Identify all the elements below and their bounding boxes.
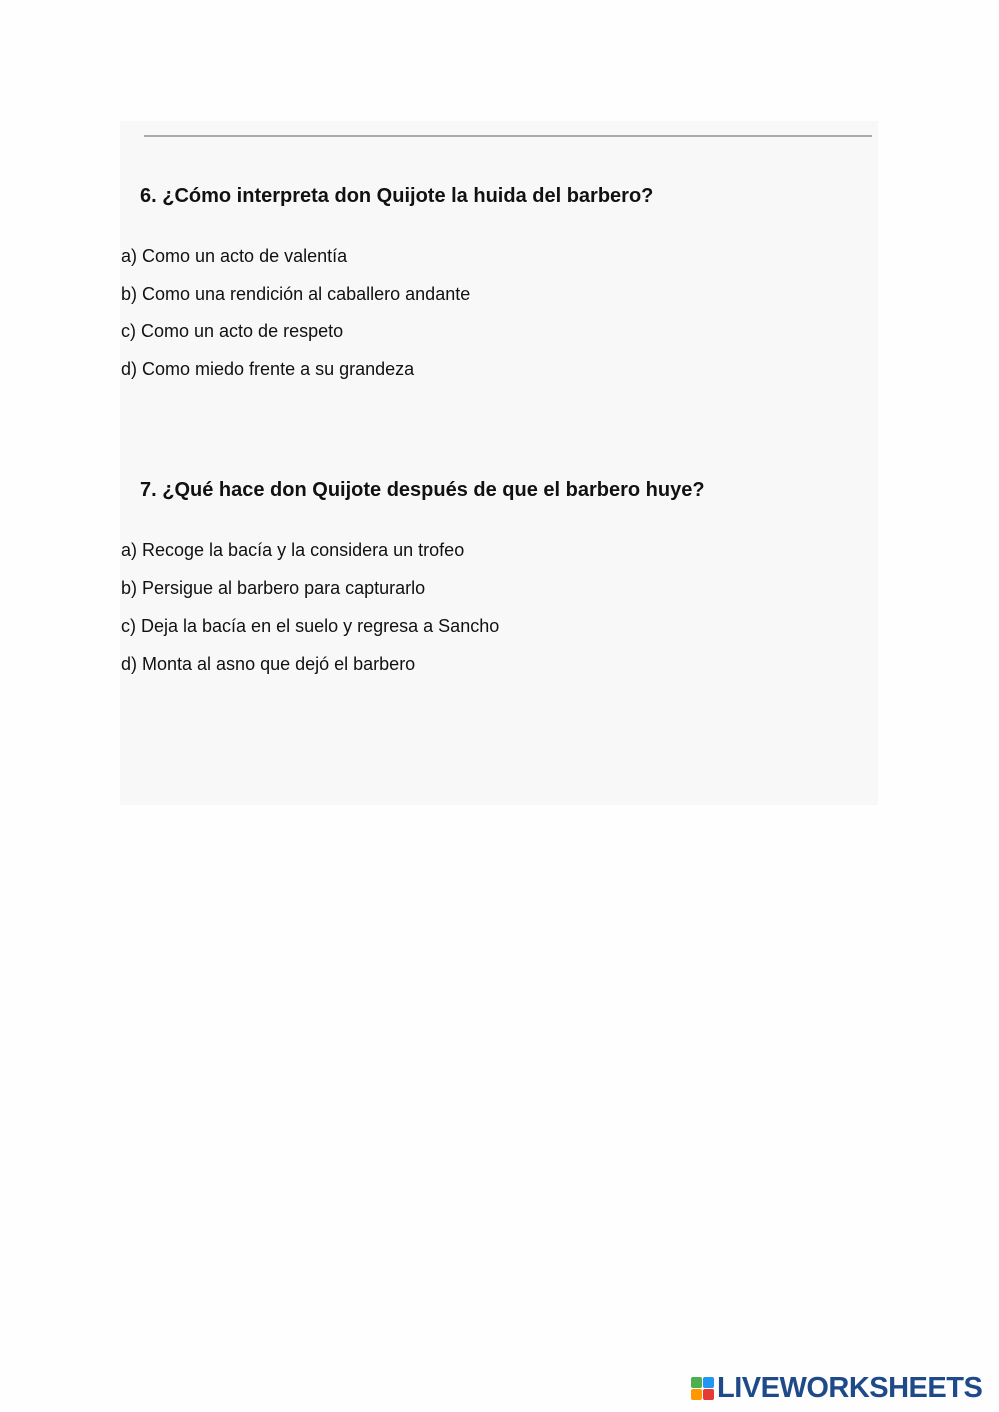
question-6-option-d[interactable]: d) Como miedo frente a su grandeza <box>121 359 415 379</box>
question-6-option-b[interactable]: b) Como una rendición al caballero andante <box>121 284 471 304</box>
question-7-option-b[interactable]: b) Persigue al barbero para capturarlo <box>121 578 426 598</box>
question-6-title: 6. ¿Cómo interpreta don Quijote la huida del barbero? <box>140 185 654 207</box>
question-7-title: 7. ¿Qué hace don Quijote después de que el barbero huye? <box>140 479 705 501</box>
question-7-option-c[interactable]: c) Deja la bacía en el suelo y regresa a Sancho <box>121 616 500 636</box>
question-6-option-c[interactable]: c) Como un acto de respeto <box>121 321 344 341</box>
logo-square-4 <box>703 1389 714 1400</box>
divider-line <box>144 135 872 137</box>
liveworksheets-logo <box>691 1372 982 1404</box>
logo-square-2 <box>703 1377 714 1388</box>
liveworksheets-logo-icon <box>691 1377 714 1400</box>
logo-text: LIVEWORKSHEETS <box>717 1371 983 1404</box>
logo-square-1 <box>691 1377 702 1388</box>
question-7-option-d[interactable]: d) Monta al asno que dejó el barbero <box>121 654 416 674</box>
worksheet-panel <box>120 121 878 805</box>
logo-square-3 <box>691 1389 702 1400</box>
question-7-option-a[interactable]: a) Recoge la bacía y la considera un trofeo <box>121 540 465 560</box>
question-6-option-a[interactable]: a) Como un acto de valentía <box>121 246 348 266</box>
